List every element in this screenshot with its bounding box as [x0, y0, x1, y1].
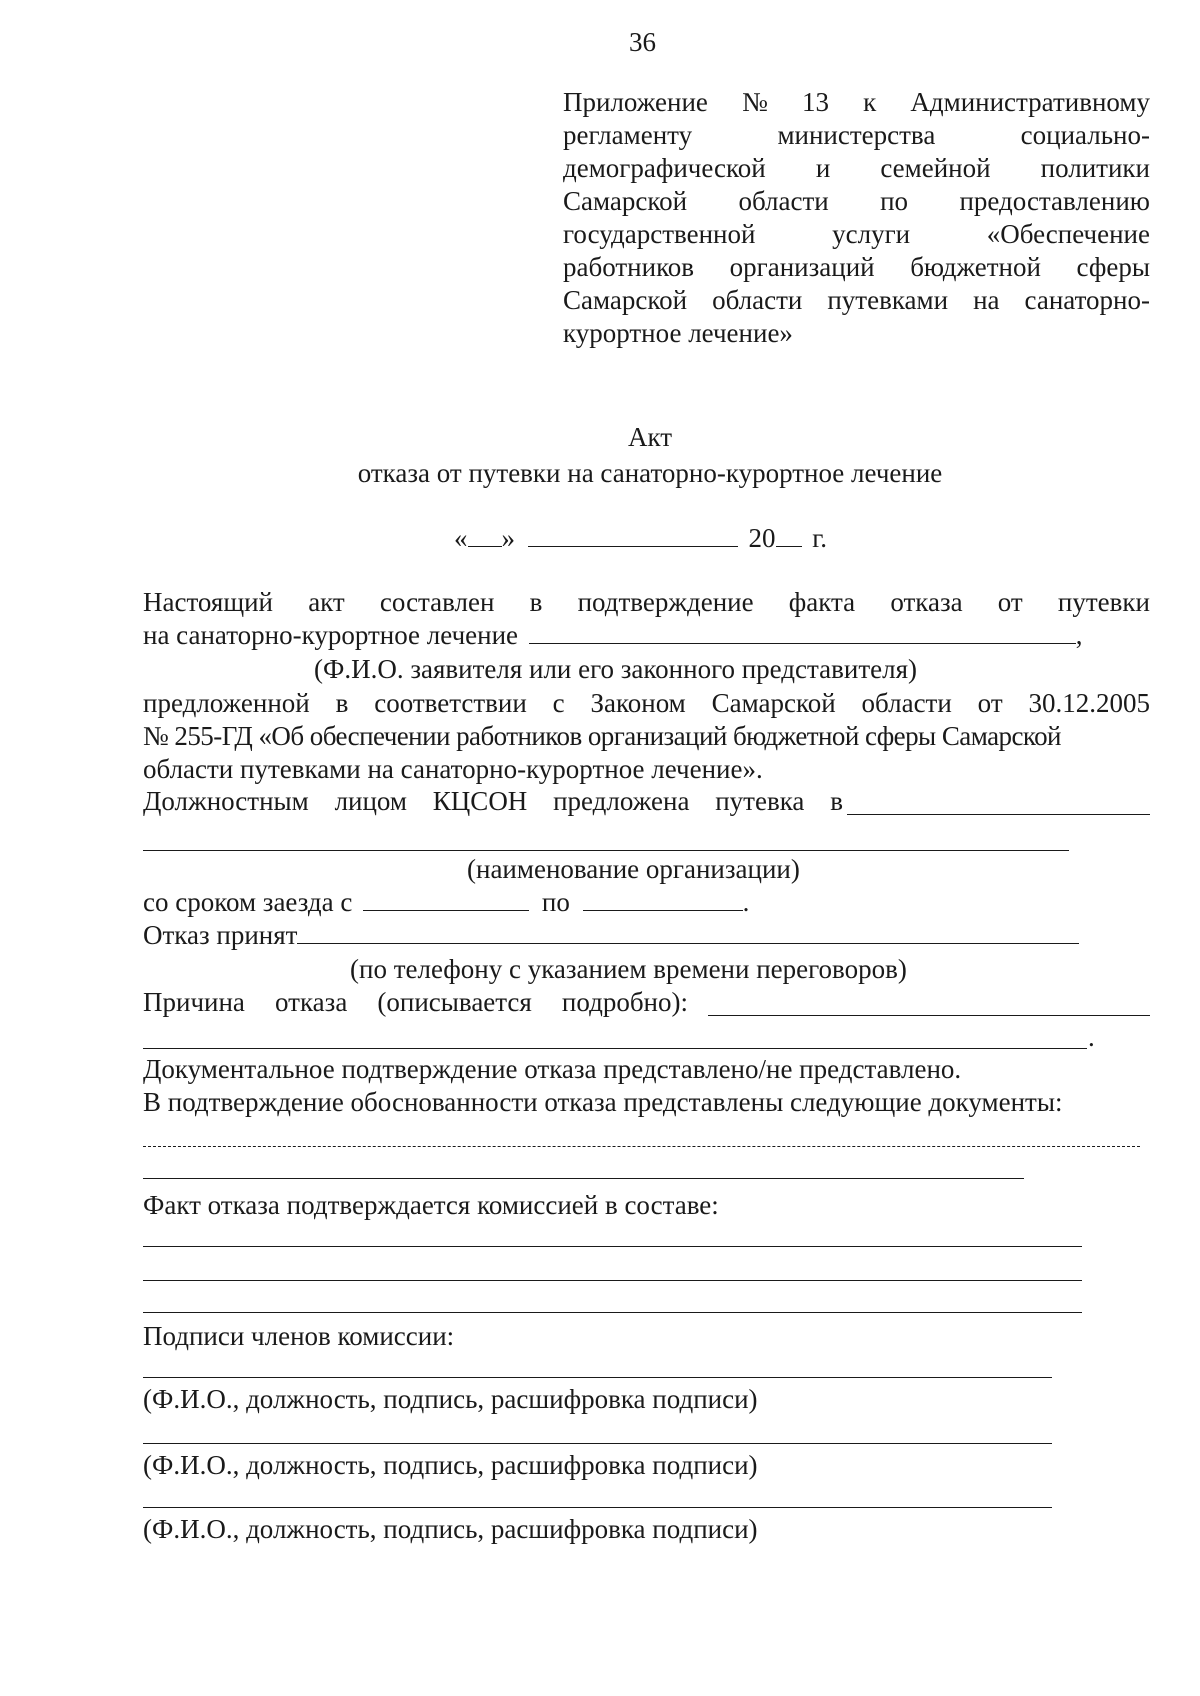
- term-start-blank[interactable]: [363, 888, 529, 911]
- paragraph-line: Должностным лицом КЦСОН предложена путевка в: [143, 786, 843, 816]
- paragraph-line: предложенной в соответствии с Законом Самарской области от 30.12.2005: [143, 688, 1150, 718]
- appendix-line: демографической и семейной политики: [563, 153, 1150, 183]
- paragraph-line: области путевками на санаторно-курортное лечение».: [143, 754, 763, 784]
- signature-blank[interactable]: [143, 1377, 1052, 1378]
- page-number: 36: [629, 27, 656, 57]
- term-line: со сроком заезда с по .: [143, 887, 750, 917]
- applicant-name-blank[interactable]: [529, 621, 1076, 644]
- appendix-line: регламенту министерства социально-: [563, 120, 1150, 150]
- reason-blank[interactable]: [708, 1015, 1150, 1016]
- day-blank[interactable]: [468, 524, 502, 547]
- phone-hint: (по телефону с указанием времени переговоров): [350, 954, 907, 984]
- term-end-blank[interactable]: [583, 888, 743, 911]
- signature-hint: (Ф.И.О., должность, подпись, расшифровка подписи): [143, 1384, 758, 1414]
- commission-blank[interactable]: [143, 1280, 1082, 1281]
- signatures-label: Подписи членов комиссии:: [143, 1321, 455, 1351]
- paragraph-line: Настоящий акт составлен в подтверждение факта отказа от путевки: [143, 587, 1150, 617]
- organization-blank-line2[interactable]: [143, 850, 1069, 851]
- refusal-blank[interactable]: [297, 921, 1079, 944]
- appendix-line: Приложение № 13 к Административному: [563, 87, 1150, 117]
- applicant-hint: (Ф.И.О. заявителя или его законного представителя): [314, 654, 917, 684]
- paragraph-line: на санаторно-курортное лечение ,: [143, 620, 1083, 650]
- reason-end: .: [1088, 1022, 1095, 1052]
- signature-blank[interactable]: [143, 1443, 1052, 1444]
- paragraph-line: № 255-ГД «Об обеспечении работников организаций бюджетной сферы Самарской: [143, 721, 1061, 751]
- year-blank[interactable]: [776, 524, 802, 547]
- commission-statement: Факт отказа подтверждается комиссией в составе:: [143, 1190, 719, 1220]
- appendix-line: государственной услуги «Обеспечение: [563, 219, 1150, 249]
- organization-blank[interactable]: [847, 814, 1150, 815]
- document-title: Акт: [627, 422, 673, 452]
- commission-blank[interactable]: [143, 1312, 1082, 1313]
- month-blank[interactable]: [528, 524, 738, 547]
- signature-hint: (Ф.И.О., должность, подпись, расшифровка подписи): [143, 1450, 758, 1480]
- documents-blank[interactable]: [143, 1146, 1140, 1147]
- date-line: « » 20 г.: [454, 523, 828, 553]
- reason-blank-line2[interactable]: [143, 1048, 1087, 1049]
- organization-hint: (наименование организации): [467, 854, 800, 884]
- appendix-line: Самарской области по предоставлению: [563, 186, 1150, 216]
- commission-blank[interactable]: [143, 1246, 1082, 1247]
- signature-hint: (Ф.И.О., должность, подпись, расшифровка подписи): [143, 1514, 758, 1544]
- doc-confirmation: Документальное подтверждение отказа представлено/не представлено.: [143, 1054, 962, 1084]
- docs-statement: В подтверждение обоснованности отказа представлены следующие документы:: [143, 1087, 1063, 1117]
- document-subtitle: отказа от путевки на санаторно-курортное лечение: [357, 458, 943, 488]
- appendix-line: Самарской области путевками на санаторно-: [563, 285, 1150, 315]
- appendix-line: работников организаций бюджетной сферы: [563, 252, 1150, 282]
- reason-label: Причина отказа (описывается подробно):: [143, 987, 688, 1017]
- documents-blank-line2[interactable]: [143, 1178, 1024, 1179]
- refusal-line: Отказ принят: [143, 919, 1079, 951]
- appendix-line: курортное лечение»: [563, 318, 793, 348]
- signature-blank[interactable]: [143, 1507, 1052, 1508]
